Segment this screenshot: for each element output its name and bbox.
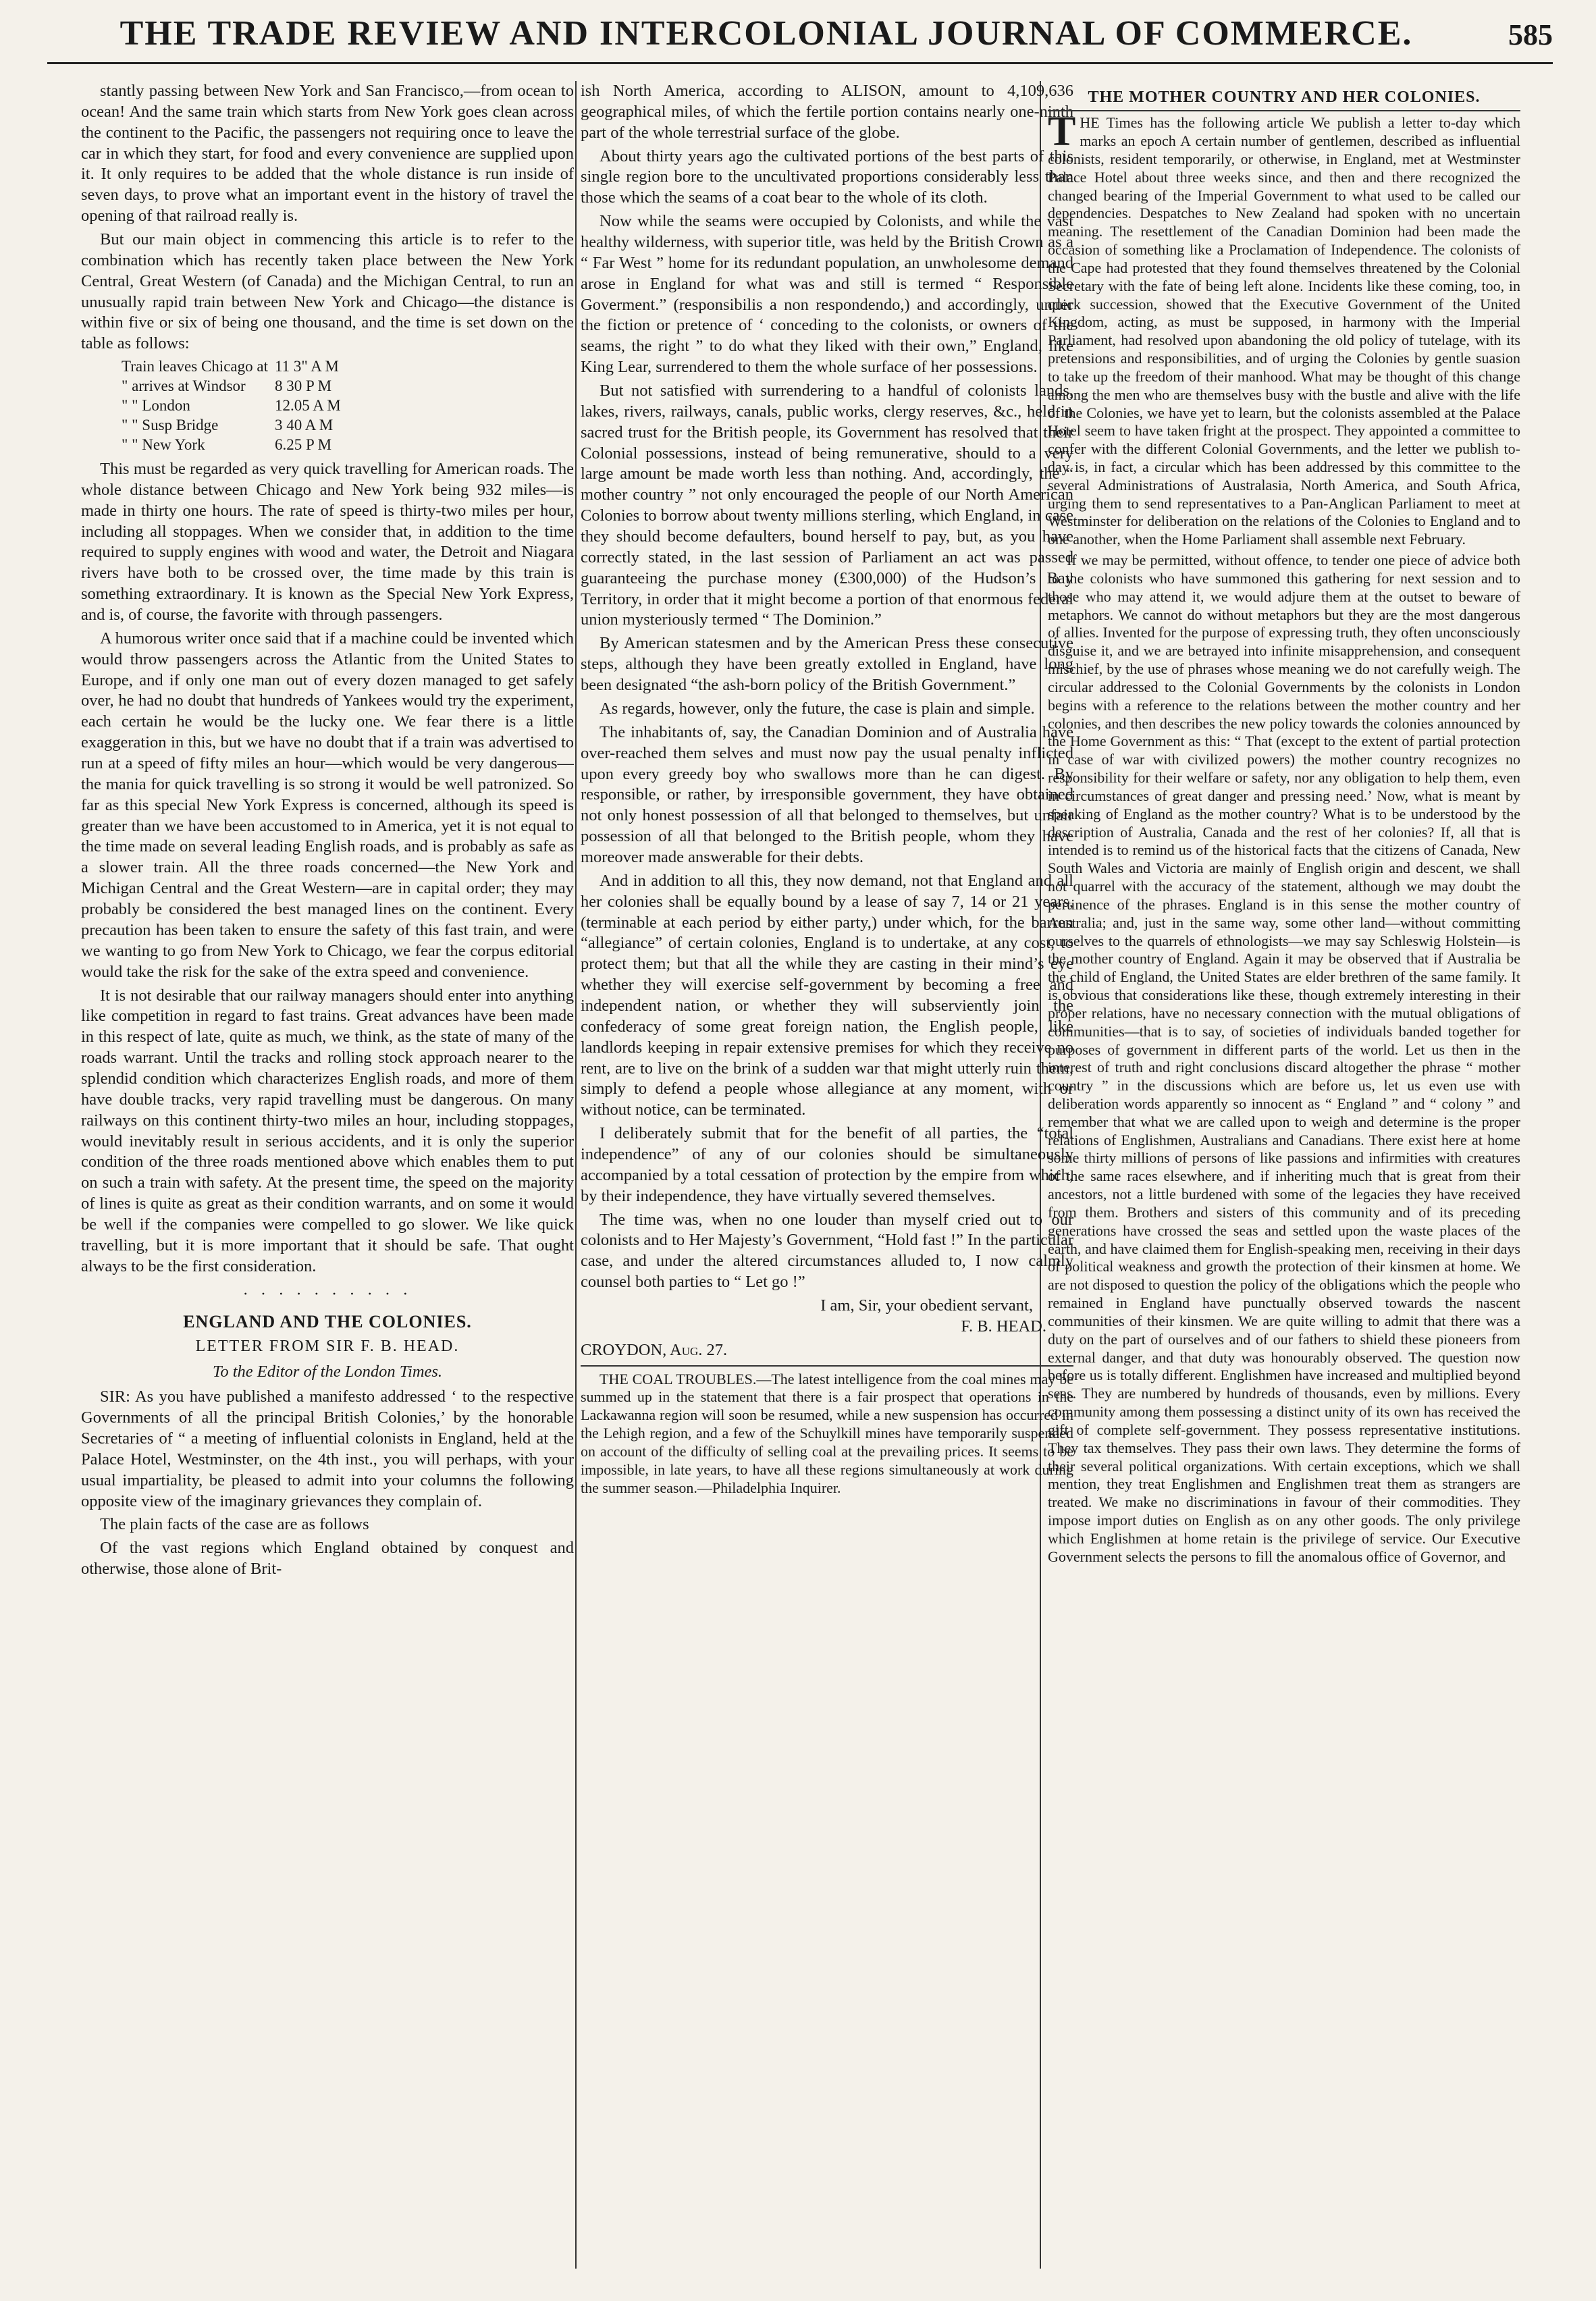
schedule-row xyxy=(122,377,348,396)
column-3 xyxy=(1048,81,1520,2269)
schedule-label: " " Susp Bridge xyxy=(122,417,219,434)
schedule-row xyxy=(122,357,348,377)
newspaper-title: THE TRADE REVIEW AND INTERCOLONIAL JOURNAL OF COMMERCE. xyxy=(119,14,1413,53)
train-schedule xyxy=(122,357,348,455)
article-heading: THE MOTHER COUNTRY AND HER COLONIES. xyxy=(1048,88,1520,111)
drop-cap: T xyxy=(1048,109,1076,155)
paragraph: By American statesmen and by the American Press these consecutive steps, although they have been greatly extolled in England, have long been designated “the ash-born policy of the British Government.” xyxy=(581,634,1073,695)
paragraph: I deliberately submit that for the benefit of all parties, the “total independence” of any of our colonies should be simultaneously accompanied by a total cessation of protection by the empire from which, by their independence, they have virtually severed themselves. xyxy=(581,1124,1073,1205)
schedule-time: 3 40 A M xyxy=(274,417,334,434)
schedule-label: Train leaves Chicago at xyxy=(122,358,268,375)
paragraph: It is not desirable that our railway managers should enter into anything like competition in regard to fast trains. Great advances have been made in this respect of late, quite as much, we think, as the state of many of the roads warrant. Until the tracks and rolling stock approach nearer to the splendid condition which characterizes English roads, and more of them have double tracks, very rapid travelling must be dangerous. On many railways on this continent thirty-two miles an hour, including stoppages, would inevitably result in serious accidents, and it is only the superior condition of the three roads mentioned above which enables them to put on such a train with safety. At the present time, the speed on the majority of lines is quite as great as their condition warrants, and on some it would be well if the companies were compelled to go slower. We like quick travelling, but it is more important that it should be safe. That ought always to be the first consideration. xyxy=(81,986,574,1275)
paragraph-text: HE Times has the following article We publish a letter to-day which marks an epoch A certain number of gentlemen, described as influential colonists, resident temporarily, or otherwise, in England, met at Westminster Palace Hotel about three weeks since, and then and there recognized the changed bearing of the Imperial Government to what used to be called our dependencies. Despatches to New Zealand had spoken with no uncertain meaning. The resettlement of the Canadian Dominion had been made the occasion of something like a Proclamation of Independence. The colonists of the Cape had protested that they found themselves threatened by the Colonial Secretary with the fate of being left alone. Incidents like these coming, too, in quick succession, showed that the Executive Government of the United Kingdom, acting, as must be supposed, in harmony with the Imperial Parliament, had resolved upon abandoning the old policy of tutelage, with its pretensions and responsibilities, and of urging the Colonies by gentle suasion to take up the freedom of their manhood. What may be thought of this change among the men who are themselves busy with the bustle and alive with the life of the Colonies, we have yet to learn, but the colonists assembled at the Palace Hotel seem to have taken fright at the prospect. They appointed a committee to confer with the different Colonial Governments, and the letter we publish to-day is, in fact, a circular which has been addressed by this committee to the several Administrations of Australasia, North America, and South Africa, urging them to send representatives to a Pan-Anglican Parliament to meet at Westminster for deliberation on the relations of the Colonies to England and to one another, when the Home Parliament shall assemble next February. xyxy=(1048,114,1520,548)
letter-closing: I am, Sir, your obedient servant, xyxy=(820,1296,1033,1315)
paragraph: Of the vast regions which England obtained by conquest and otherwise, those alone of Brit- xyxy=(81,1539,574,1579)
schedule-row xyxy=(122,435,348,455)
schedule-row xyxy=(122,396,348,416)
paragraph: SIR: As you have published a manifesto addressed ‘ to the respective Governments of all the principal British Colonies,’ by the honorable Secretaries of “ a meeting of influential colonists in England, held at the Palace Hotel, Westminster, on the 4th inst., you will perhaps, with your usual impartiality, be pleased to admit into your columns the following opposite view of the imaginary grievances they complain of. xyxy=(81,1387,574,1510)
paragraph: But our main object in commencing this article is to refer to the combination which has recently taken place between the New York Central, Great Western (of Canada) and the Michigan Central, to run an unusually rapid train between New York and Chicago—the distance is within five or six of being one thousand, and the time is set down on the table as follows: xyxy=(81,230,574,353)
section-divider xyxy=(581,1365,1073,1367)
paragraph: A humorous writer once said that if a machine could be invented which would throw passengers across the Atlantic from the United States to Europe, and if only one man out of every dozen managed to get safely over, he had no doubt that hundreds of Yankees would try the experiment, each certain he would be the lucky one. We fear there is a little exaggeration in this, but we have no doubt that if a train was advertised to run at a speed of fifty miles an hour—which would be very dangerous—the mania for quick travelling is so strong it would be well patronized. So far as this special New York Express is concerned, although its speed is greater than we have been accustomed to in America, yet it is not equal to the time made on several leading English roads, and is probably as safe as a slower train. All the three roads concerned—the New York and Michigan Central and the Great Western—are in capital order; they may probably be considered the best managed lines on the continent. Every precaution has been taken to ensure the safety of this fast train, and were we wanting to go from New York to Chicago, we fear the corpus editorial would take the risk for the sake of the extra speed and convenience. xyxy=(81,629,574,981)
page-number: 585 xyxy=(1508,18,1553,51)
paragraph: Now while the seams were occupied by Colonists, and while the vast healthy wilderness, with superior title, was held by the British Crown as a “ Far West ” home for its redundant population, an unwholesome demand arose in England for what was and still is termed “ Responsible Goverment.” (responsibilis a non respondendo,) and accordingly, under the fiction or pretence of ‘ conceding to the colonists, or owners of the seams, the right ” to do what they liked with their own,” England, like King Lear, surrendered to them the whole surface of her possessions. xyxy=(581,212,1073,377)
masthead xyxy=(47,9,1553,64)
schedule-time: 11 3" A M xyxy=(274,358,339,375)
paragraph: But not satisfied with surrendering to a handful of colonists lands, lakes, rivers, railways, canals, public works, clergy reserves, &c., held in sacred trust for the British people, its Government has resolved that their Colonial possessions, instead of being remunerative, should to a very large amount be made worth less than nothing. And, accordingly, the “ mother country ” not only encouraged the people of our North American Colonies to borrow about twenty millions sterling, which England, in case they should become defaulters, bound herself to pay, but, as you have correctly stated, in the last session of Parliament an act was passed guaranteeing the purchase money (£300,000) of the Hudson’s Bay Territory, in order that it might become a portion of that enormous federal union mysteriously termed “ The Dominion.” xyxy=(581,381,1073,629)
letter-place-date: CROYDON, Aug. 27. xyxy=(581,1340,728,1359)
article-subheading: LETTER FROM SIR F. B. HEAD. xyxy=(195,1338,460,1356)
letter-addressee: To the Editor of the London Times. xyxy=(212,1363,443,1381)
schedule-label: " " London xyxy=(122,397,190,415)
paragraph: THE COAL TROUBLES.—The latest intelligence from the coal mines may be summed up in the statement that there is a fair prospect that operations in the Lackawanna region will soon be resumed, while a new suspension has occurred in the Lehigh region, and a few of the Schuylkill mines have temporarily suspended on account of the difficulty of selling coal at the prevailing prices. It seems to be impossible, in late years, to have all these regions simultaneously at work during the summer season.—Philadelphia Inquirer. xyxy=(581,1370,1073,1496)
schedule-time: 6.25 P M xyxy=(274,436,332,454)
paragraph: stantly passing between New York and San Francisco,—from ocean to ocean! And the same train which starts from New York goes clean across the continent to the Pacific, the passengers not requiring once to leave the car in which they start, for food and every convenience are supplied upon it. It only requires to be added that the whole distance is run inside of seven days, to prove what an important event in the history of travel the opening of that railroad really is. xyxy=(81,82,574,226)
column-divider xyxy=(575,81,577,2269)
section-divider: · · · · · · · · · · xyxy=(242,1284,413,1303)
column-2 xyxy=(581,81,1076,2269)
paragraph xyxy=(1048,109,1520,549)
paragraph: ish North America, according to ALISON, amount to 4,109,636 geographical miles, of which the fertile portion contains nearly one-ninth part of the whole terrestrial surface of the globe. xyxy=(581,82,1073,142)
paragraph: This must be regarded as very quick travelling for American roads. The whole distance between Chicago and New York being 932 miles—is made in thirty one hours. The rate of speed is thirty-two miles per hour, including all stoppages. When we consider that, in addition to the time required to supply engines with wood and water, the Detroit and Niagara rivers have both to be crossed over, the time made by this train is something extraordinary. It is known as the Special New York Express, and is, of course, the favorite with through passengers. xyxy=(81,460,574,625)
paragraph: About thirty years ago the cultivated portions of the best parts of this single region bore to the uncultivated proportions considerably less than those which the seams of a coat bear to the whole of its cloth. xyxy=(581,147,1073,207)
paragraph: The time was, when no one louder than myself cried out to our colonists and to Her Majesty’s Government, “Hold fast !” In the particular case, and under the altered circumstances alluded to, I now calmly counsel both parties to “ Let go !” xyxy=(581,1210,1073,1292)
schedule-time: 8 30 P M xyxy=(274,377,332,395)
paragraph: The inhabitants of, say, the Canadian Dominion and of Australia have over-reached them selves and must now pay the usual penalty inflicted upon every greedy boy who swallows more than he can digest. By responsible, or rather, by irresponsible government, they have obtained not only honest possession of all that belonged to themselves, but unfair possession of all that belonged to the British people, whom they have moreover made answerable for their debts. xyxy=(581,722,1073,866)
column-1 xyxy=(81,81,574,2269)
schedule-row xyxy=(122,416,348,435)
article-heading: ENGLAND AND THE COLONIES. xyxy=(183,1312,472,1332)
letter-signature: F. B. HEAD. xyxy=(961,1317,1046,1335)
paragraph: And in addition to all this, they now demand, not that England and all her colonies shall be equally bound by a lease of say 7, 14 or 21 years, (terminable at each period by either party,) under which, for the barren “allegiance” of certain colonies, England is to undertake, at any cost, to protect them; but that all the while they are casting in their mind’s eye whether they will exercise self-government by becoming a free and independent nation, or whether they will subserviently join the confederacy of some great foreign nation, the English people, like landlords keeping in repair extensive premises for which they receive no rent, are to live on the brink of a sudden war that might utterly ruin them, simply to defend a people whose allegiance at any moment, with or without notice, can be terminated. xyxy=(581,871,1073,1119)
paragraph: If we may be permitted, without offence, to tender one piece of advice both to the colonists who have summoned this gathering for next session and to those who may attend it, we would adjure them at the outset to beware of metaphors. We cannot do without metaphors but they are the most dangerous of allies. Invented for the purpose of expressing truth, they often unconsciously disguise it, and we are betrayed into infinite misapprehension, and consequent mischief, by the use of phrases whose meaning we do not carefully weigh. The circular addressed to the Colonial Governments by the colonists in London begins with a reference to the relations between the mother country and her colonies, and then describes the new policy towards the colonies announced by the Home Government as this: “ That (except to the extent of partial protection in case of war with civilized powers) the mother country recognizes no responsibility for their welfare or safety, nor any obligation to help them, even in circumstances of great danger and pressing need.’ Now, what is meant by speaking of England as the mother country? What is to be understood by the description of Australia, Canada and the rest of her colonies? If, all that is intended is to remind us of the historical facts that the citizens of Canada, New South Wales and Victoria are mainly of English origin and descent, we shall not quarrel with the accuracy of the statement, although we may doubt the pertinence of the phrases. England is in this sense the mother country of Australia; and, just in the same way, some other land—without committing ourselves to the quarrels of ethnologists—we may say Schleswig Holstein—is the mother country of England. Again it may be observed that if Australia be the child of England, the United States are elder brethren of the same family. It is obvious that considerations like these, though extremely interesting in their proper relations, have no necessary connection with the mutual obligations of communities—that is to say, of societies of individuals banded together for purposes of government in different parts of the world. Let us then in the interest of truth and right conclusions discard altogether the phrase “ mother country ” in the discussions which are before us, let us even use with deliberation words apparently so innocent as “ England ” and “ colony ” and remember that what we are called upon to weigh and determine is the proper relations of Englishmen, Australians and Canadians. There exist here at home some thirty millions of persons of like passions and infirmities with creatures of the same races elsewhere, and if inheriting much that is great from their ancestors, not a little burdened with some of the legacies they have received from them. Brothers and sisters of this community and of its preceding generations have crossed the seas and settled upon the waste places of the earth, and have claimed them for English-speaking men, receiving in their days of political weakness and growth the protection of their kinsmen at home. We are not disposed to question the policy of the obligations which the people who remained in England have punctually observed towards the nascent communities of their kinsmen. We are quite willing to admit that there was a duty on the part of ourselves and of our fathers to shield these pioneers from external danger, and that duty was honourably observed. The question now before us is totally different. Englishmen have increased and multiplied beyond seas. They are numbered by hundreds of thousands, even by millions. Every community among them possessing a distinct unity of its own has received the gift of complete self-government. They possess representative institutions. They tax themselves. They pass their own laws. They determine the forms of their several political organizations. With certain exceptions, which we shall mention, they treat Englishmen and Englishmen treat them as strangers are treated. We make no discriminations in favour of their commodities. They impose import duties on English as on any other goods. The only privilege which Englishmen at home retain is the privilege of service. Our Executive Government selects the persons to fill the anomalous office of Governor, and xyxy=(1048,552,1520,1565)
schedule-label: " " New York xyxy=(122,436,205,454)
paragraph: The plain facts of the case are as follows xyxy=(100,1515,369,1534)
schedule-time: 12.05 A M xyxy=(274,397,341,415)
schedule-label: " arrives at Windsor xyxy=(122,377,246,395)
paragraph: As regards, however, only the future, the case is plain and simple. xyxy=(600,699,1035,718)
